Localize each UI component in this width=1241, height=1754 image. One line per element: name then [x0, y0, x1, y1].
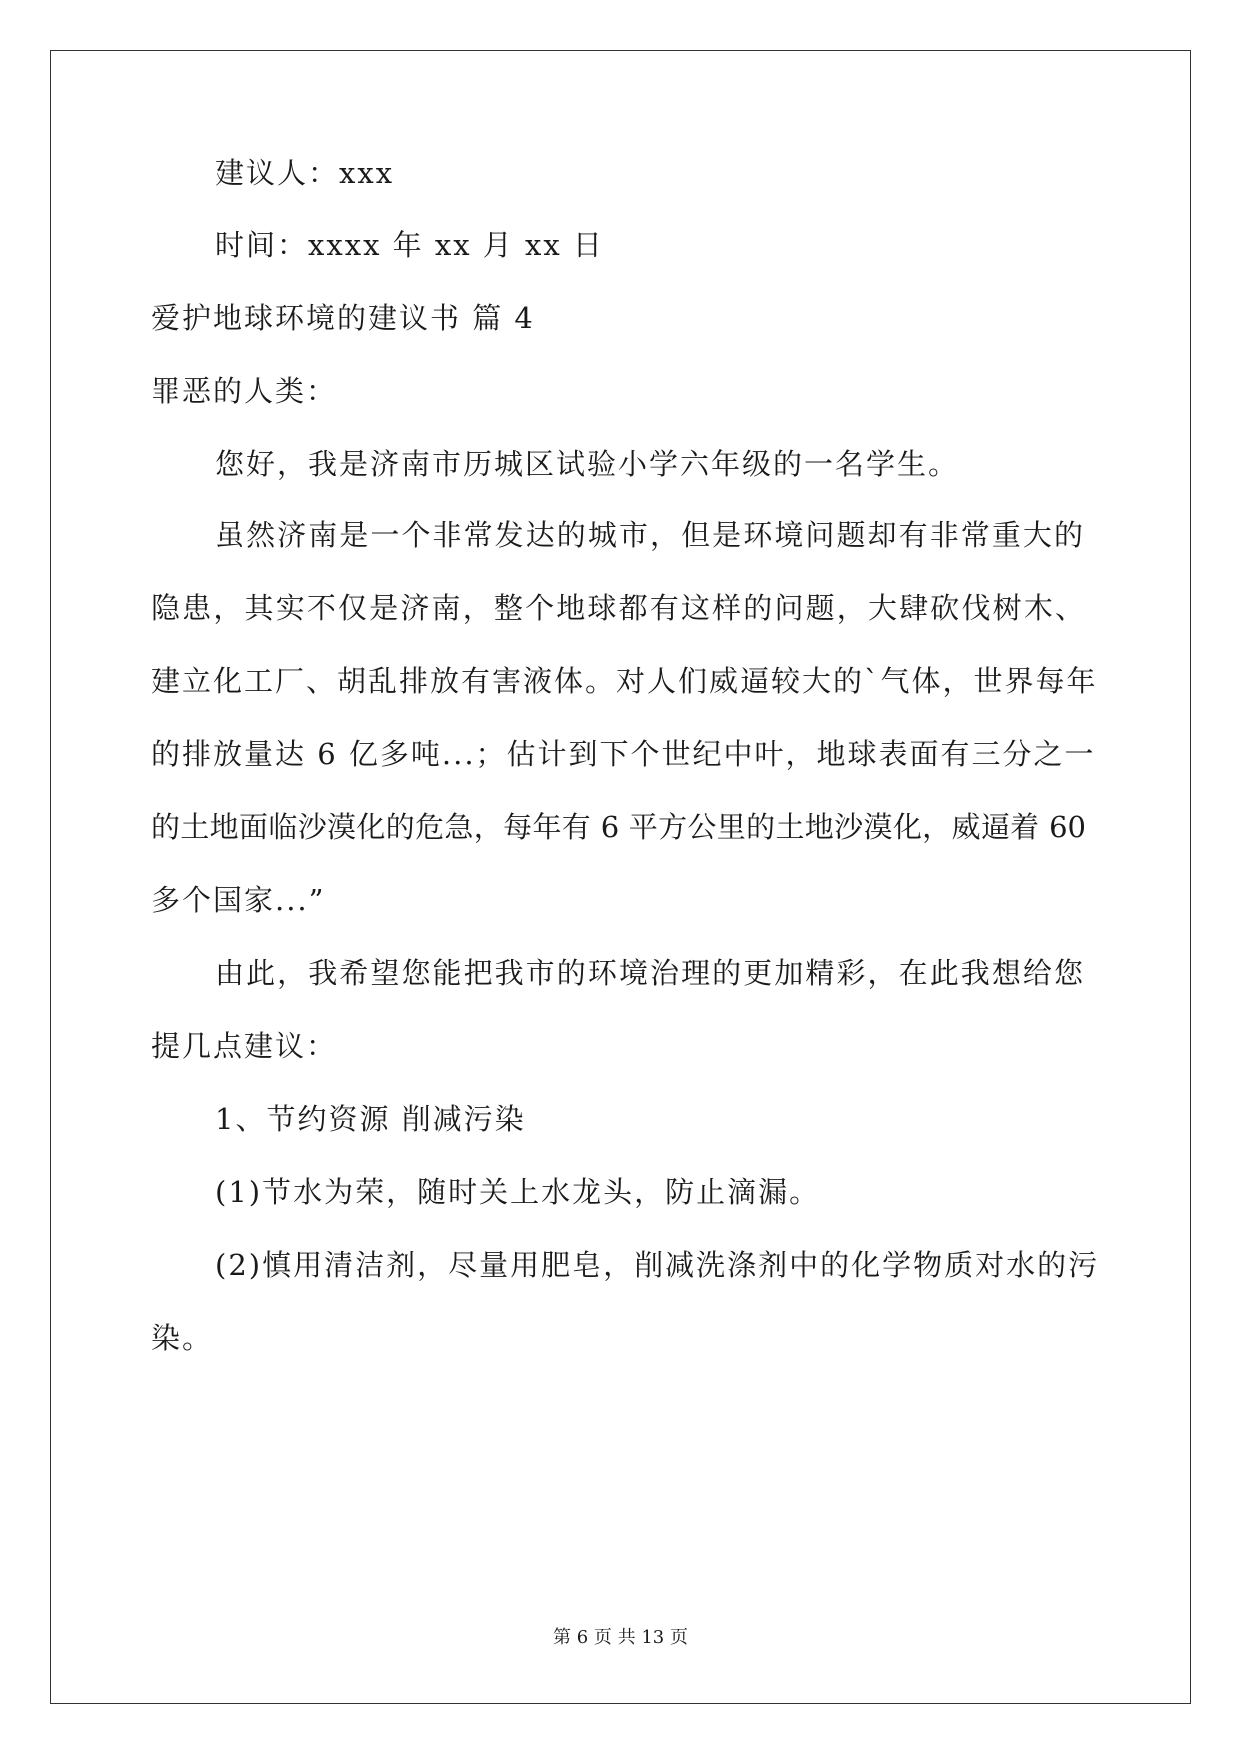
list-item: (2)慎用清洁剂，尽量用肥皂，削减洗涤剂中的化学物质对水的污: [215, 1248, 1100, 1282]
paragraph-line: 的土地面临沙漠化的危急，每年有 6 平方公里的土地沙漠化，威逼着 60: [151, 810, 1086, 844]
page-footer: 第 6 页 共 13 页: [553, 1627, 688, 1648]
paragraph-line: 提几点建议：: [151, 1029, 338, 1063]
paragraph-line: 的排放量达 6 亿多吨...；估计到下个世纪中叶，地球表面有三分之一: [151, 737, 1096, 771]
date-line: 时间：xxxx 年 xx 月 xx 日: [215, 228, 604, 262]
paragraph-line: 由此，我希望您能把我市的环境治理的更加精彩，在此我想给您: [215, 956, 1085, 990]
list-item-continuation: 染。: [151, 1321, 214, 1355]
paragraph-line: 建立化工厂、胡乱排放有害液体。对人们威逼较大的`气体，世界每年: [151, 664, 1098, 698]
paragraph-line: 虽然济南是一个非常发达的城市，但是环境问题却有非常重大的: [215, 518, 1085, 552]
section-heading: 爱护地球环境的建议书 篇 4: [151, 301, 535, 335]
paragraph-line: 您好，我是济南市历城区试验小学六年级的一名学生。: [215, 447, 960, 481]
salutation: 罪恶的人类：: [151, 374, 338, 408]
list-heading: 1、节约资源 削减污染: [215, 1102, 526, 1136]
proposer-line: 建议人：xxx: [215, 156, 395, 190]
paragraph-line: 隐患，其实不仅是济南，整个地球都有这样的问题，大肆砍伐树木、: [151, 591, 1086, 625]
paragraph-line: 多个国家...”: [151, 883, 326, 917]
page-border: [50, 50, 1191, 1704]
list-item: (1)节水为荣，随时关上水龙头，防止滴漏。: [215, 1175, 821, 1209]
